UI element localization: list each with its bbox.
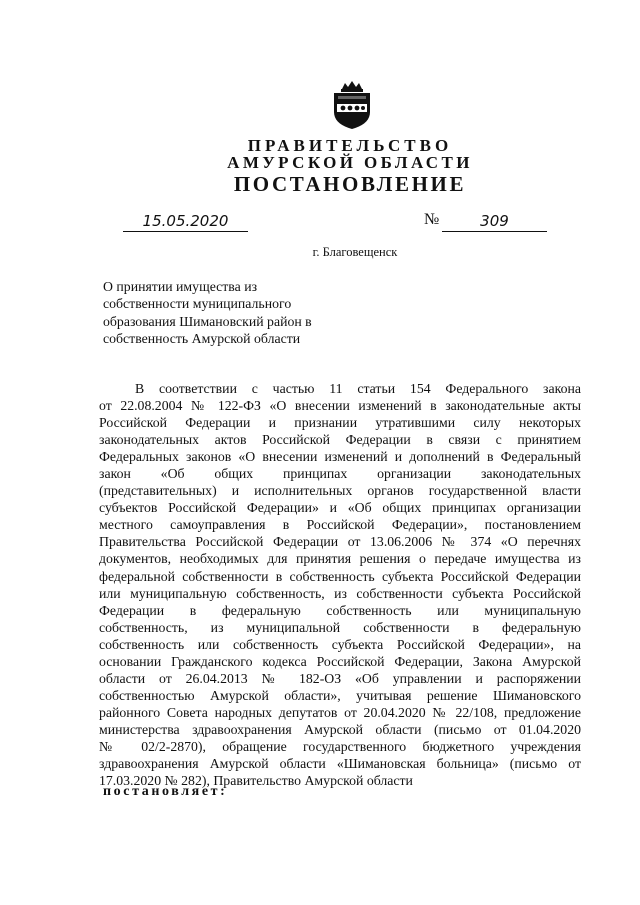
body-line: министерства здравоохранения Амурской области (письмо от 01.04.2020 <box>99 721 581 737</box>
government-title: ПРАВИТЕЛЬСТВО <box>247 136 453 155</box>
body-line: 17.03.2020 № 282), Правительство Амурской области <box>99 773 413 789</box>
body-line: основании Гражданского кодекса Российской Федерации, Закона Амурской <box>99 653 581 669</box>
document-type: ПОСТАНОВЛЕНИЕ <box>233 172 467 196</box>
body-line: закон «Об общих принципах организации законодательных <box>99 466 581 482</box>
body-line: от 22.08.2004 № 122-ФЗ «О внесении изменений в законодательные акты <box>99 398 581 414</box>
region-title: АМУРСКОЙ ОБЛАСТИ <box>227 153 473 172</box>
number-label: № <box>424 211 440 228</box>
city: г. Благовещенск <box>312 245 398 259</box>
body-line: федеральной собственности в собственность субъекта Российской Федерации <box>99 568 581 584</box>
body-line: здравоохранения Амурской области «Шимановская больница» (письмо от <box>99 756 581 772</box>
document-subject <box>103 278 312 347</box>
body-line: районного Совета народных депутатов от 20.04.2020 № 22/108, предложение <box>99 704 581 720</box>
body-line: области от 26.04.2013 № 182-ОЗ «Об управлении и распоряжении <box>99 670 581 686</box>
subject-line: собственности муниципального <box>103 296 292 312</box>
body-line: или муниципальную собственность, из собственности субъекта Российской <box>99 585 581 601</box>
body-line: (представительных) и исполнительных органов государственной власти <box>99 483 581 499</box>
body-line: Федеральных законов «О внесении изменений и дополнений в Федеральный <box>99 449 581 465</box>
coat-of-arms-icon <box>330 80 374 130</box>
subject-line: О принятии имущества из <box>103 279 258 294</box>
body-line: местного самоуправления в Российской Федерации», постановлением <box>99 517 581 533</box>
document-date: 15.05.2020 <box>123 212 248 232</box>
body-line: собственность или собственность субъекта Российской Федерации», на <box>99 636 581 652</box>
body-line: Федерации в федеральную собственность или муниципальную <box>99 602 581 618</box>
body-line: № 02/2-2870), обращение государственного бюджетного учреждения <box>99 738 581 754</box>
document-number: 309 <box>442 212 547 232</box>
body-line: законодательных актов Российской Федерации в связи с принятием <box>99 432 581 448</box>
body-line: В соответствии с частью 11 статьи 154 Федерального закона <box>135 381 581 396</box>
document-body <box>99 380 581 789</box>
body-line: Правительства Российской Федерации от 13.06.2006 № 374 «О перечнях <box>99 534 581 550</box>
subject-line: образования Шимановский район в <box>103 313 312 329</box>
body-line: собственность, из муниципальной собственности в федеральную <box>99 619 581 635</box>
body-line: собственностью Амурской области», учитывая решение Шимановского <box>99 687 581 703</box>
body-line: Российской Федерации и признании утратившими силу некоторых <box>99 415 581 431</box>
body-line: субъектов Российской Федерации» и «Об общих принципах организации <box>99 500 581 516</box>
subject-line: собственность Амурской области <box>103 330 301 346</box>
decree-word: постановляет: <box>103 784 228 799</box>
body-line: документов, необходимых для принятия решения о передаче имущества из <box>99 551 581 567</box>
